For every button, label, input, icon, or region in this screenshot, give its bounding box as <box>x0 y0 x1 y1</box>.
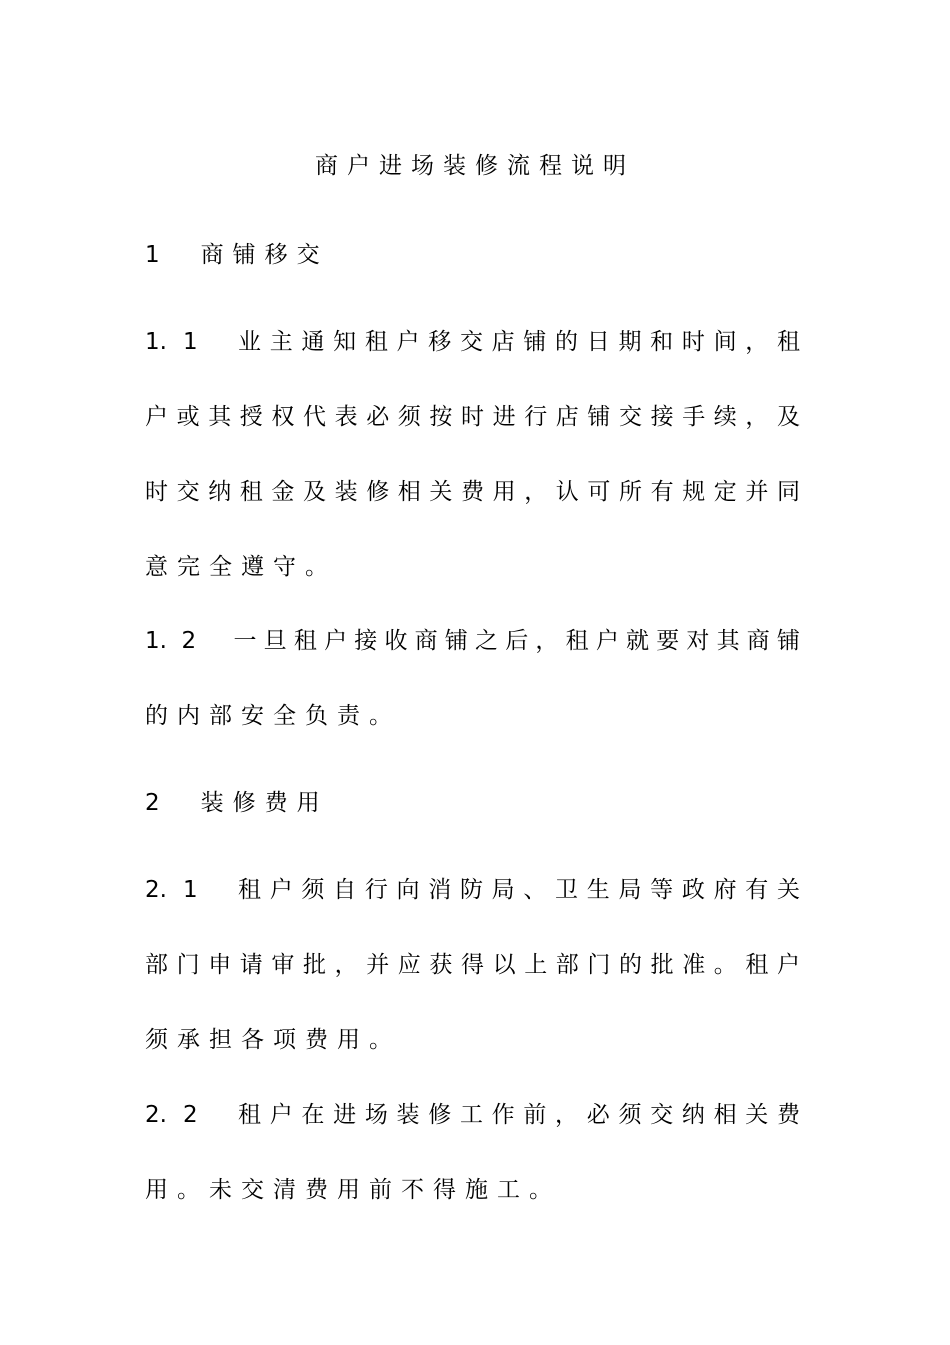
paragraph-line: 部门申请审批，并应获得以上部门的批准。租户 <box>145 952 800 978</box>
paragraph-line: 的内部安全负责。 <box>145 703 401 729</box>
paragraph-line: 须承担各项费用。 <box>145 1027 401 1053</box>
paragraph-line: 时交纳租金及装修相关费用，认可所有规定并同 <box>145 479 800 505</box>
paragraph-line: 意完全遵守。 <box>145 554 337 580</box>
paragraph-line: 2. 2 租户在进场装修工作前，必须交纳相关费 <box>145 1102 800 1128</box>
document-title: 商户进场装修流程说明 <box>315 153 635 179</box>
paragraph-line: 用。未交清费用前不得施工。 <box>145 1177 561 1203</box>
paragraph-line: 1. 1 业主通知租户移交店铺的日期和时间，租 <box>145 329 800 355</box>
section-heading-1: 1 商铺移交 <box>145 242 329 268</box>
paragraph-line: 1. 2 一旦租户接收商铺之后，租户就要对其商铺 <box>145 628 800 654</box>
paragraph-line: 2. 1 租户须自行向消防局、卫生局等政府有关 <box>145 877 800 903</box>
paragraph-line: 户或其授权代表必须按时进行店铺交接手续，及 <box>145 404 800 430</box>
section-heading-2: 2 装修费用 <box>145 790 329 816</box>
